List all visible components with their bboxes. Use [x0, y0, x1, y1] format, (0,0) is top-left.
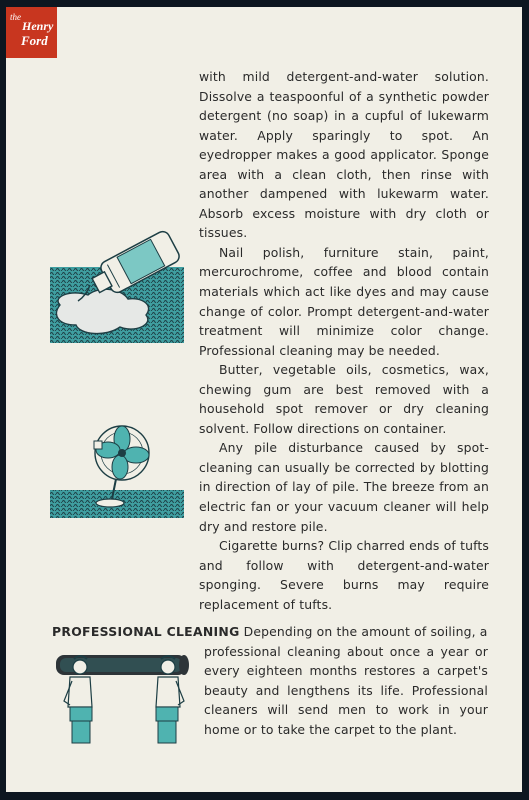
paragraph: Depending on the amount of soiling, a	[243, 624, 488, 639]
paragraph: with mild detergent-and-water solution. Dissolve a teaspoonful of a synthetic powder detergent (no soap) in a cupful of lukewarm water. Apply sparingly to spot. An eyedropper makes a good applicator. Sponge area with a clean cloth, then rinse with another dampened with lukewarm water. Absorb excess moisture with dry cloth or tissues.	[199, 69, 489, 241]
paragraph: Nail polish, furniture stain, paint, mercurochrome, coffee and blood contain materials which act like dyes and may cause change of color. Prompt detergent-and-water treatment will minimize color change. Professional cleaning may be needed.	[199, 244, 489, 358]
electric-fan-illustration	[50, 415, 190, 520]
henry-ford-logo[interactable]: the Henry Ford	[6, 7, 57, 58]
paragraph: Butter, vegetable oils, cosmetics, wax, chewing gum are best removed with a household spot remover or dry cleaning solvent. Follow directions on container.	[199, 362, 489, 436]
section-heading: PROFESSIONAL CLEANING	[52, 624, 240, 639]
paragraph: Cigarette burns? Clip charred ends of tufts and follow with detergent-and-water sponging. Severe burns may require replacement of tufts.	[199, 538, 489, 612]
spilled-bottle-illustration	[50, 227, 190, 345]
carpet-carriers-illustration	[50, 645, 195, 745]
paragraph: Any pile disturbance caused by spot-cleaning can usually be corrected by blotting in direction of lay of pile. The breeze from an electric fan or your vacuum cleaner will help dry and restore pile.	[199, 440, 489, 534]
paragraph: professional cleaning about once a year or every eighteen months restores a carpet's beauty and lengthens its life. Professional cleaners will send men to work in your home or to take the carpet to the plant.	[204, 643, 488, 737]
brochure-page	[6, 7, 522, 792]
spot-cleaning-text	[199, 67, 489, 614]
